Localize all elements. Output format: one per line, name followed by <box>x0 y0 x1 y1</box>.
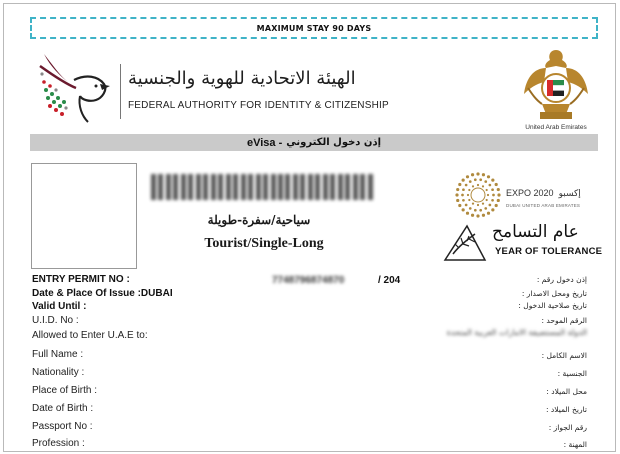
evisa-title-bar <box>30 134 598 151</box>
entry-permit-suffix: / 204 <box>378 275 401 286</box>
max-stay-text: MAXIMUM STAY 90 DAYS <box>256 23 372 33</box>
max-stay-notice <box>30 17 598 39</box>
allowed-to-enter-label: Allowed to Enter U.A.E to: <box>32 330 148 341</box>
evisa-document <box>3 3 616 452</box>
issue-date-place-label: Date & Place Of Issue :DUBAI <box>32 288 173 299</box>
evisa-title-arabic: إذن دخول الكتروني <box>286 137 381 148</box>
authority-name-arabic: الهيئة الاتحادية للهوية والجنسية <box>128 68 356 89</box>
tolerance-arabic: عام التسامح <box>492 222 579 242</box>
entry-permit-label: ENTRY PERMIT NO : <box>32 274 130 285</box>
full-name-label: Full Name : <box>32 349 84 360</box>
place-of-birth-label-arabic: محل الميلاد : <box>546 387 587 396</box>
uid-label: U.I.D. No : <box>32 315 79 326</box>
visa-type-arabic: سياحية/سفرة-طويلة <box>207 213 311 227</box>
falcon-logo-icon <box>30 46 120 126</box>
uae-emblem-icon <box>520 44 592 122</box>
emblem-label: United Arab Emirates <box>525 124 587 131</box>
nationality-label: Nationality : <box>32 367 85 378</box>
expo-logo-icon <box>453 170 503 220</box>
place-of-birth-label: Place of Birth : <box>32 385 98 396</box>
tolerance-english: YEAR OF TOLERANCE <box>495 246 603 257</box>
allowed-to-enter-value: الدولة المستضيفة الامارات العربية المتحدة <box>446 328 587 337</box>
expo-name-arabic: إكسبو <box>558 189 581 199</box>
full-name-label-arabic: الاسم الكامل : <box>541 351 587 360</box>
profession-label-arabic: المهنة : <box>563 440 587 449</box>
barcode-redacted <box>151 174 373 200</box>
photo-placeholder <box>31 163 137 269</box>
issue-date-place-label-arabic: تاريخ ومحل الاصدار : <box>521 289 587 298</box>
profession-label: Profession : <box>32 438 85 449</box>
nationality-label-arabic: الجنسية : <box>557 369 587 378</box>
expo-name-english: EXPO 2020 <box>506 188 554 198</box>
passport-no-label: Passport No : <box>32 421 93 432</box>
ghaf-tree-icon <box>441 222 489 264</box>
authority-name-english: FEDERAL AUTHORITY FOR IDENTITY & CITIZENSHIP <box>128 100 389 111</box>
expo-branding <box>506 181 598 208</box>
visa-type-english: Tourist/Single-Long <box>204 236 324 251</box>
logo-divider <box>120 64 121 119</box>
date-of-birth-label: Date of Birth : <box>32 403 94 414</box>
evisa-title-english: eVisa - <box>246 136 283 149</box>
entry-permit-number: 7748796874870 <box>272 275 345 286</box>
uid-label-arabic: الرقم الموحد : <box>541 316 587 325</box>
passport-no-label-arabic: رقم الجواز : <box>548 423 587 432</box>
valid-until-label: Valid Until : <box>32 301 87 312</box>
entry-permit-label-arabic: إذن دخول رقم : <box>536 275 587 284</box>
expo-subtitle: DUBAI UNITED ARAB EMIRATES <box>506 203 581 208</box>
valid-until-label-arabic: تاريخ صلاحية الدخول : <box>518 301 587 310</box>
date-of-birth-label-arabic: تاريخ الميلاد : <box>545 405 587 414</box>
